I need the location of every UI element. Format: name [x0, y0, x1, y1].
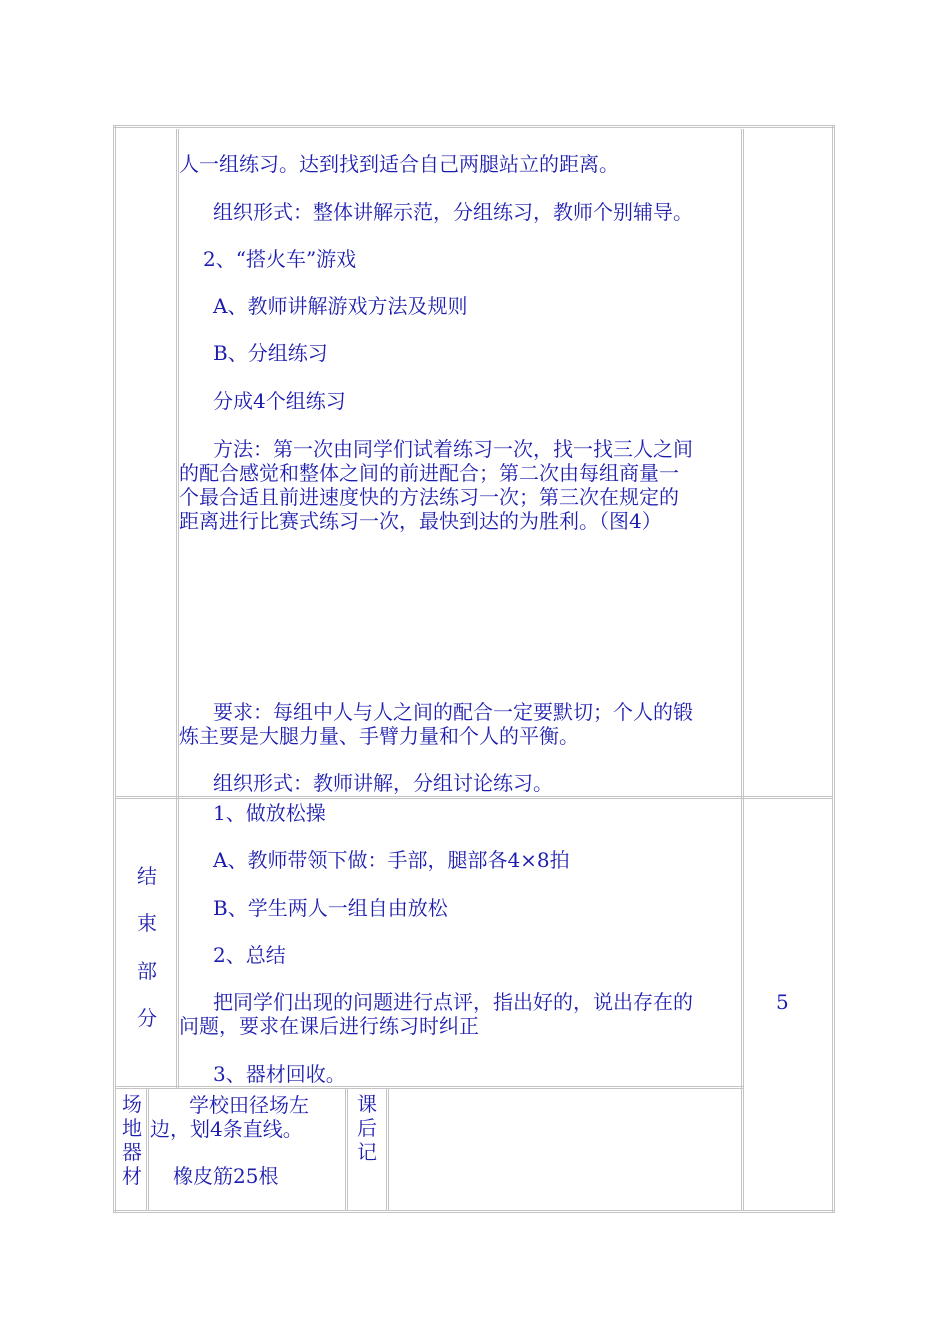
org-form-2: 组织形式：教师讲解，分组讨论练习。: [213, 771, 553, 795]
end-item-2: 2、总结: [213, 943, 286, 967]
method-line-4: 距离进行比赛式练习一次，最快到达的为胜利。（图4）: [179, 509, 662, 533]
table-border-right: [832, 125, 835, 1213]
notes-label-char-2: 后: [357, 1116, 377, 1140]
summary-line-1: 把同学们出现的问题进行点评，指出好的，说出存在的: [213, 990, 693, 1014]
req-line-2: 炼主要是大腿力量、手臂力量和个人的平衡。: [179, 724, 579, 748]
col-divider-left: [176, 129, 179, 1089]
item2-a: A、教师讲解游戏方法及规则: [213, 294, 468, 318]
main-line-1: 人一组练习。达到找到适合自己两腿站立的距离。: [179, 152, 619, 176]
notes-label-char-1: 课: [357, 1092, 377, 1116]
end-item-1b: B、学生两人一组自由放松: [213, 896, 448, 920]
org-form-1: 组织形式：整体讲解示范，分组练习，教师个别辅导。: [213, 200, 693, 224]
row-divider-1: [116, 796, 832, 799]
table-border-top: [113, 125, 835, 128]
row-divider-2: [116, 1086, 744, 1089]
end-item-1: 1、做放松操: [213, 801, 326, 825]
footer-col-divider-2: [345, 1089, 348, 1210]
venue-line-1: 学校田径场左: [189, 1093, 309, 1117]
req-line-1: 要求：每组中人与人之间的配合一定要默切；个人的锻: [213, 700, 693, 724]
notes-cell: [392, 1093, 737, 1203]
notes-label-char-3: 记: [357, 1140, 377, 1164]
end-label-char-3: 部: [137, 959, 157, 983]
venue-label-char-2: 地: [122, 1116, 142, 1140]
table-border-left: [113, 125, 116, 1213]
end-item-3: 3、器材回收。: [213, 1062, 346, 1086]
time-value: 5: [776, 990, 789, 1014]
groups-text: 分成4个组练习: [213, 389, 346, 413]
summary-line-2: 问题，要求在课后进行练习时纠正: [179, 1014, 479, 1038]
method-line-2: 的配合感觉和整体之间的前进配合；第二次由每组商量一: [179, 461, 679, 485]
venue-line-2: 边，划4条直线。: [150, 1117, 303, 1141]
item2-b: B、分组练习: [213, 341, 328, 365]
equipment-text: 橡皮筋25根: [173, 1164, 279, 1188]
method-line-3: 个最合适且前进速度快的方法练习一次；第三次在规定的: [179, 485, 679, 509]
end-label-char-1: 结: [137, 864, 157, 888]
venue-label-char-3: 器: [122, 1140, 142, 1164]
end-item-1a: A、教师带领下做：手部，腿部各4×8拍: [213, 848, 570, 872]
venue-label-char-1: 场: [122, 1092, 142, 1116]
col-divider-right: [741, 129, 744, 1210]
footer-col-divider-3: [386, 1089, 389, 1210]
venue-label-char-4: 材: [122, 1164, 142, 1188]
end-label-char-4: 分: [137, 1006, 157, 1030]
item2-title: 2、“搭火车”游戏: [203, 247, 357, 271]
end-label-char-2: 束: [137, 911, 157, 935]
table-border-bottom: [113, 1210, 835, 1213]
method-line-1: 方法：第一次由同学们试着练习一次，找一找三人之间: [213, 437, 693, 461]
